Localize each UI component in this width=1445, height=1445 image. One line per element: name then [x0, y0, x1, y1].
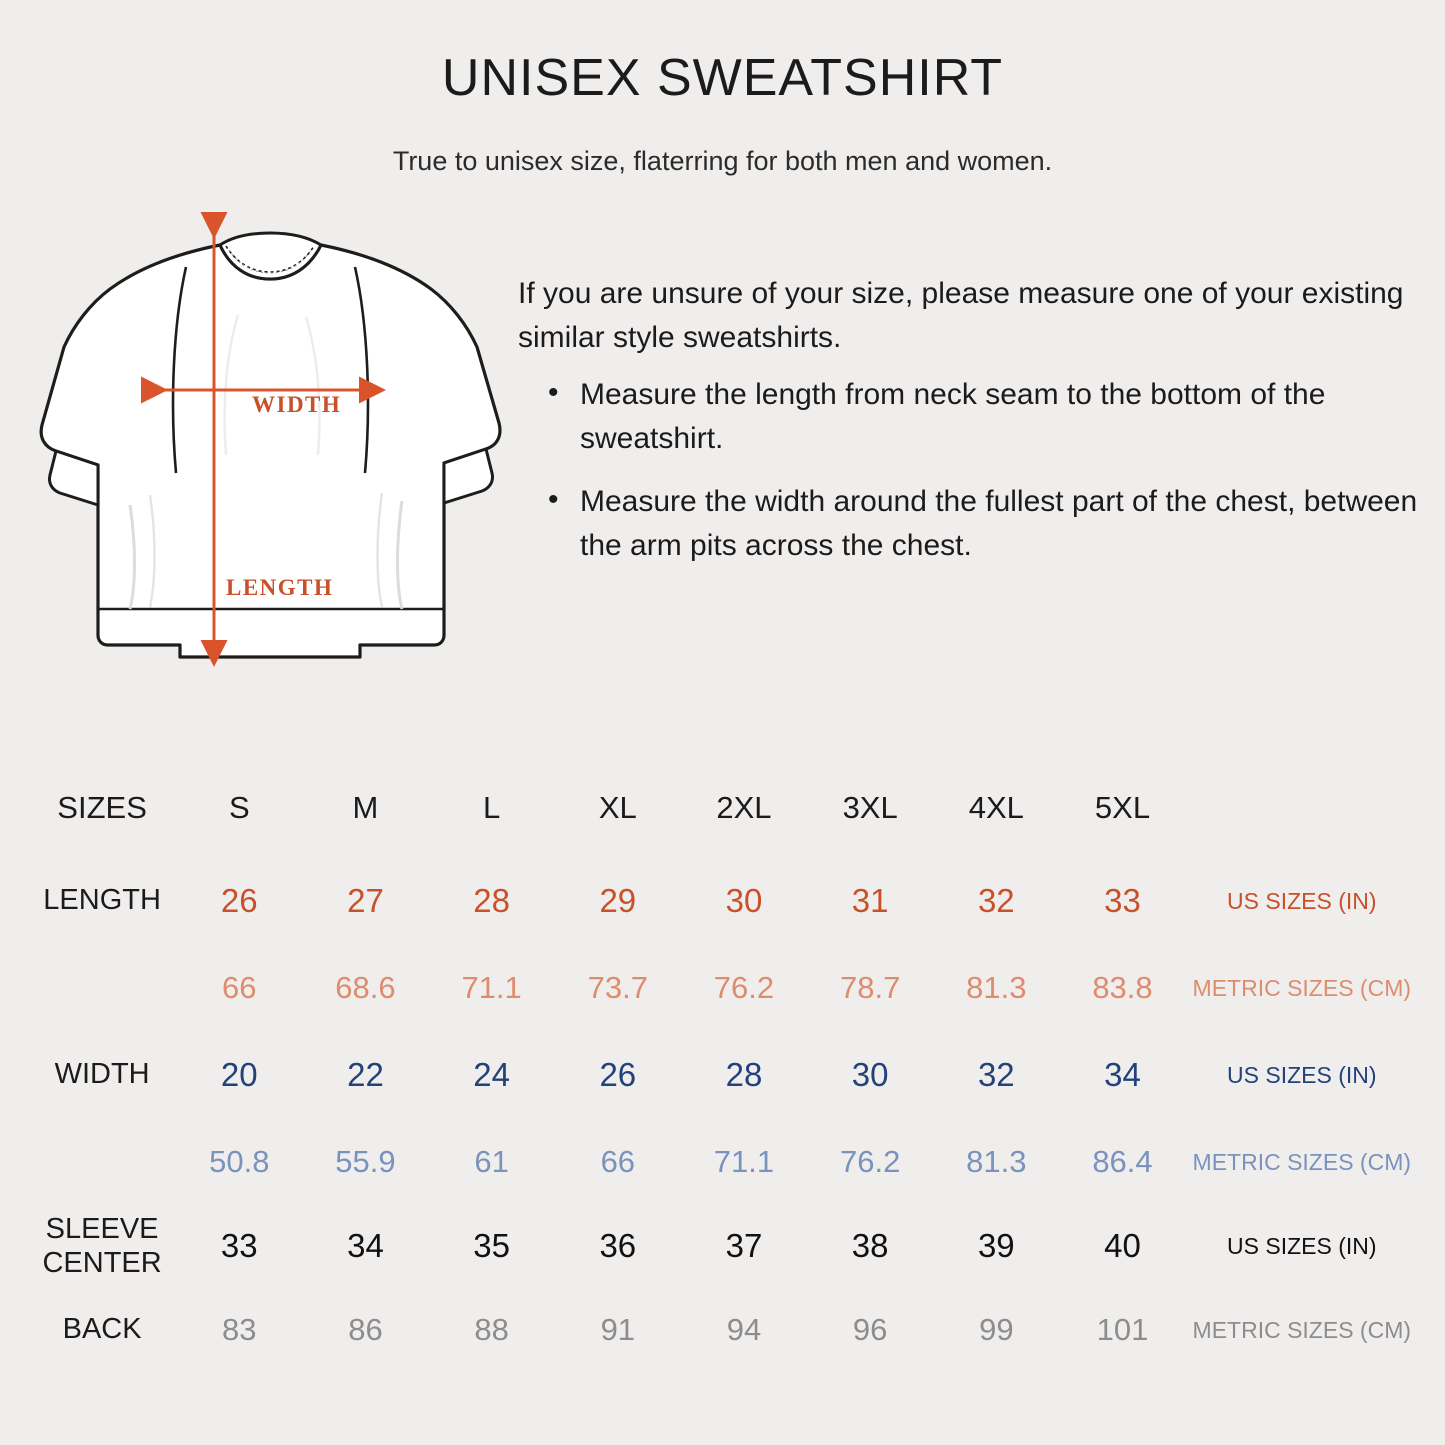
sleeve-in-xl: 36 [599, 1227, 637, 1264]
length-in-5xl: 33 [1104, 882, 1141, 919]
unit-width-metric: METRIC SIZES (CM) [1192, 1148, 1412, 1175]
table-header-row [28, 760, 1418, 856]
sleeve-cm-3xl: 96 [852, 1312, 888, 1347]
length-cm-5xl: 83.8 [1092, 970, 1153, 1005]
unit-width-us: US SIZES (IN) [1227, 1061, 1377, 1088]
sleeve-in-s: 33 [220, 1227, 258, 1264]
sleeve-cm-5xl: 101 [1096, 1312, 1149, 1347]
width-cm-l: 61 [474, 1144, 509, 1179]
row-label-sleeve-line3: BACK [62, 1313, 142, 1346]
page-subtitle: True to unisex size, flaterring for both men and women. [392, 146, 1053, 176]
sleeve-in-l: 35 [473, 1227, 510, 1264]
sleeve-cm-m: 86 [348, 1312, 383, 1347]
unit-length-us: US SIZES (IN) [1227, 887, 1377, 914]
width-cm-3xl: 76.2 [839, 1144, 901, 1179]
table-row [28, 1120, 1418, 1204]
width-in-m: 22 [347, 1056, 384, 1093]
instructions-intro: If you are unsure of your size, please measure one of your existing similar style sweatshirts. [518, 277, 1404, 354]
header-xl: XL [598, 790, 637, 825]
size-table-wrap [0, 760, 1445, 1372]
width-cm-m: 55.9 [335, 1144, 396, 1179]
width-in-2xl: 28 [725, 1056, 763, 1093]
unit-sleeve-metric: METRIC SIZES (CM) [1192, 1316, 1412, 1343]
row-label-length-metric [28, 946, 176, 1030]
table-row [28, 856, 1418, 946]
width-cm-4xl: 81.3 [966, 1144, 1027, 1179]
header-m: M [352, 790, 379, 825]
length-cm-l: 71.1 [461, 970, 522, 1005]
size-table [28, 760, 1418, 1372]
table-row [28, 1204, 1418, 1288]
row-label-sleeve-line2: CENTER [42, 1247, 162, 1279]
sleeve-cm-xl: 91 [600, 1312, 636, 1347]
header-2xl: 2XL [716, 790, 772, 825]
svg-text:LENGTH: LENGTH [226, 575, 334, 600]
sleeve-in-2xl: 37 [725, 1227, 763, 1264]
width-in-4xl: 32 [977, 1056, 1015, 1093]
svg-text:WIDTH: WIDTH [252, 392, 342, 417]
width-cm-xl: 66 [600, 1144, 636, 1179]
length-in-l: 28 [473, 882, 510, 919]
width-in-s: 20 [220, 1056, 258, 1093]
sweatshirt-illustration [30, 205, 510, 695]
sleeve-in-5xl: 40 [1104, 1227, 1141, 1264]
row-label-sleeve-line1: SLEEVE [45, 1212, 159, 1245]
length-cm-m: 68.6 [335, 970, 396, 1005]
length-in-4xl: 32 [977, 882, 1015, 919]
instruction-bullet-width: • Measure the width around the fullest part of the chest, between the arm pits across the chest. [580, 480, 1418, 567]
length-cm-s: 66 [222, 970, 257, 1005]
length-cm-2xl: 76.2 [713, 970, 775, 1005]
length-in-s: 26 [220, 882, 258, 919]
header-3xl: 3XL [842, 790, 898, 825]
sleeve-cm-s: 83 [222, 1312, 257, 1347]
row-label-width: WIDTH [54, 1058, 150, 1091]
width-in-xl: 26 [599, 1056, 637, 1093]
width-cm-5xl: 86.4 [1092, 1144, 1153, 1179]
length-cm-3xl: 78.7 [839, 970, 901, 1005]
sleeve-cm-4xl: 99 [979, 1312, 1014, 1347]
width-in-3xl: 30 [851, 1056, 889, 1093]
table-row [28, 946, 1418, 1030]
width-cm-s: 50.8 [209, 1144, 270, 1179]
header-4xl: 4XL [968, 790, 1024, 825]
length-cm-4xl: 81.3 [966, 970, 1027, 1005]
width-in-5xl: 34 [1104, 1056, 1141, 1093]
length-cm-xl: 73.7 [587, 970, 648, 1005]
instructions-block [518, 272, 1418, 587]
header-sizes: SIZES [57, 790, 147, 825]
instructions-list [518, 373, 1418, 567]
length-in-xl: 29 [599, 882, 637, 919]
length-in-3xl: 31 [851, 882, 889, 919]
sleeve-in-m: 34 [347, 1227, 384, 1264]
header-s: S [228, 790, 250, 825]
row-label-sleeve [28, 1204, 176, 1288]
length-in-m: 27 [347, 882, 384, 919]
page-title: UNISEX SWEATSHIRT [441, 49, 1004, 107]
header-5xl: 5XL [1094, 790, 1151, 825]
table-row [28, 1030, 1418, 1120]
table-row [28, 1288, 1418, 1372]
row-label-width-metric [28, 1120, 176, 1204]
width-in-l: 24 [473, 1056, 510, 1093]
width-cm-2xl: 71.1 [713, 1144, 775, 1179]
header-unit-blank [1186, 760, 1418, 856]
length-in-2xl: 30 [725, 882, 763, 919]
unit-sleeve-us: US SIZES (IN) [1227, 1232, 1377, 1259]
sleeve-in-4xl: 39 [977, 1227, 1015, 1264]
sleeve-cm-l: 88 [474, 1312, 509, 1347]
sleeve-cm-2xl: 94 [726, 1312, 762, 1347]
row-label-length: LENGTH [43, 884, 161, 917]
sleeve-in-3xl: 38 [851, 1227, 889, 1264]
header-l: L [483, 790, 501, 825]
instruction-bullet-length: • Measure the length from neck seam to the bottom of the sweatshirt. [580, 373, 1418, 460]
unit-length-metric: METRIC SIZES (CM) [1192, 974, 1412, 1001]
